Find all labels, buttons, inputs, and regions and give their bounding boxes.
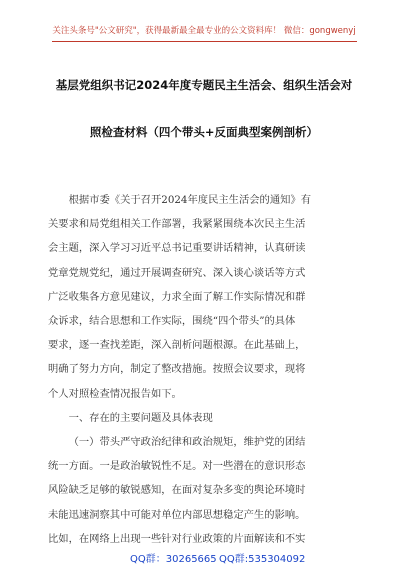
paragraph-intro [48, 188, 360, 406]
text-line: 一、存在的主要问题及具体表现 [68, 411, 213, 424]
document-title-line-2: 照检查材料（四个带头+反面典型案例剖析） [89, 125, 319, 139]
text-line: 个人对照检查情况报告如下。 [48, 387, 182, 400]
footer-qq-group-2: QQ群:535304092 [219, 554, 306, 565]
section-heading [48, 406, 360, 430]
document-title-line-1: 基层党组织书记2024年度专题民主生活会、组织生活会对 [55, 78, 353, 92]
paragraph-section-1 [48, 430, 360, 551]
text-line: 未能迅速洞察其中可能对单位内部思想稳定产生的影响。 [48, 508, 306, 521]
document-body [48, 188, 360, 551]
header-banner: 关注头条号"公文研究"，获得最新最全最专业的公文资料库！ 微信：gongwenyj [52, 26, 356, 36]
text-line: 风险缺乏足够的敏锐感知，在面对复杂多变的舆论环境时 [48, 484, 306, 497]
footer-qq-group-1: QQ群：30265665 [130, 554, 217, 565]
text-line: 比如，在网络上出现一些针对行业政策的片面解读和不实 [48, 532, 306, 545]
text-line: 众诉求，结合思想和工作实际，围绕“四个带头”的具体 [48, 315, 296, 328]
text-line: 党章党规党纪，通过开展调查研究、深入谈心谈话等方式 [48, 266, 306, 279]
text-line: 统一方面。一是政治敏锐性不足。对一些潜在的意识形态 [48, 460, 306, 473]
text-line: 会主题，深入学习习近平总书记重要讲话精神，认真研读 [48, 242, 306, 255]
text-line: 关要求和局党组相关工作部署，我紧紧围绕本次民主生活 [48, 218, 306, 231]
text-line: （一）带头严守政治纪律和政治规矩，维护党的团结 [68, 436, 306, 449]
header-divider [52, 41, 357, 42]
text-line: 要求，逐一查找差距，深入剖析问题根源。在此基础上， [48, 339, 306, 352]
text-line: 明确了努力方向，制定了整改措施。按照会议要求，现将 [48, 363, 306, 376]
text-line: 根据市委《关于召开2024年度民主生活会的通知》有 [68, 194, 312, 206]
text-line: 广泛收集各方意见建议，力求全面了解工作实际情况和群 [48, 290, 306, 303]
